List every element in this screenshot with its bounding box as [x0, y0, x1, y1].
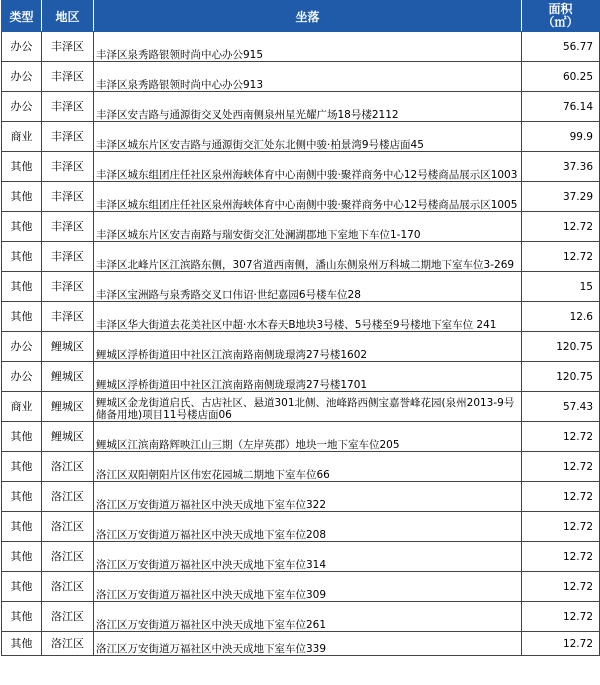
- cell-area: 12.72: [522, 452, 600, 482]
- cell-address: 丰泽区泉秀路银领时尚中心办公913: [94, 62, 522, 92]
- cell-district: 丰泽区: [42, 32, 94, 62]
- table-row: [2, 602, 600, 632]
- cell-area: 76.14: [522, 92, 600, 122]
- header-area-label: 面积: [548, 2, 573, 16]
- cell-district: 丰泽区: [42, 152, 94, 182]
- cell-district: 鲤城区: [42, 392, 94, 422]
- cell-area: 56.77: [522, 32, 600, 62]
- cell-type: 其他: [2, 422, 42, 452]
- cell-district: 鲤城区: [42, 362, 94, 392]
- cell-district: 丰泽区: [42, 242, 94, 272]
- cell-area: 60.25: [522, 62, 600, 92]
- cell-area: 12.72: [522, 242, 600, 272]
- cell-area: 12.72: [522, 422, 600, 452]
- cell-district: 丰泽区: [42, 302, 94, 332]
- cell-area: 37.29: [522, 182, 600, 212]
- table-row: [2, 272, 600, 302]
- table-row: [2, 62, 600, 92]
- cell-area: 12.72: [522, 602, 600, 632]
- cell-district: 丰泽区: [42, 212, 94, 242]
- table-row: [2, 122, 600, 152]
- cell-type: 其他: [2, 452, 42, 482]
- cell-type: 其他: [2, 602, 42, 632]
- table-row: [2, 362, 600, 392]
- cell-area: 12.72: [522, 542, 600, 572]
- cell-address: 丰泽区城东组团庄任社区泉州海峡体育中心南侧中骏·聚祥商务中心12号楼商品展示区1005: [94, 182, 522, 212]
- cell-district: 鲤城区: [42, 422, 94, 452]
- cell-address: 洛江区万安街道万福社区中泱天成地下室车位339: [94, 632, 522, 656]
- table-row: [2, 332, 600, 362]
- header-type: 类型: [2, 1, 42, 32]
- table-row: [2, 542, 600, 572]
- table-row: [2, 182, 600, 212]
- cell-type: 其他: [2, 572, 42, 602]
- table-row: [2, 212, 600, 242]
- cell-address: 鲤城区浮桥街道田中社区江滨南路南侧珑璟湾27号楼1701: [94, 362, 522, 392]
- cell-address: 洛江区万安街道万福社区中泱天成地下室车位261: [94, 602, 522, 632]
- table-row: [2, 422, 600, 452]
- cell-area: 12.72: [522, 482, 600, 512]
- table-row: [2, 32, 600, 62]
- cell-type: 其他: [2, 632, 42, 656]
- cell-area: 12.72: [522, 572, 600, 602]
- cell-type: 其他: [2, 512, 42, 542]
- cell-type: 办公: [2, 92, 42, 122]
- table-row: [2, 152, 600, 182]
- table-row: [2, 482, 600, 512]
- cell-area: 99.9: [522, 122, 600, 152]
- cell-area: 12.72: [522, 212, 600, 242]
- header-row: [2, 1, 600, 32]
- cell-type: 其他: [2, 182, 42, 212]
- cell-type: 其他: [2, 482, 42, 512]
- cell-type: 其他: [2, 212, 42, 242]
- cell-area: 12.6: [522, 302, 600, 332]
- cell-address: 丰泽区城东片区安吉路与通源街交汇处东北侧中骏·柏景湾9号楼店面45: [94, 122, 522, 152]
- cell-address: 鲤城区金龙街道启氏、古店社区、悬道301北侧、池峰路西侧宝嘉誉峰花园(泉州2013-9号储备用地)项目11号楼店面06: [94, 392, 522, 422]
- cell-type: 其他: [2, 272, 42, 302]
- cell-type: 商业: [2, 392, 42, 422]
- cell-type: 办公: [2, 332, 42, 362]
- cell-district: 丰泽区: [42, 62, 94, 92]
- cell-district: 鲤城区: [42, 332, 94, 362]
- cell-area: 37.36: [522, 152, 600, 182]
- cell-type: 办公: [2, 32, 42, 62]
- cell-type: 其他: [2, 302, 42, 332]
- table-row: [2, 242, 600, 272]
- cell-district: 丰泽区: [42, 92, 94, 122]
- table-row: [2, 632, 600, 656]
- header-address: 坐落: [94, 1, 522, 32]
- cell-address: 洛江区万安街道万福社区中泱天成地下室车位314: [94, 542, 522, 572]
- cell-district: 丰泽区: [42, 182, 94, 212]
- cell-district: 洛江区: [42, 482, 94, 512]
- cell-district: 丰泽区: [42, 122, 94, 152]
- cell-address: 丰泽区宝洲路与泉秀路交叉口伟诏·世纪嘉园6号楼车位28: [94, 272, 522, 302]
- cell-address: 丰泽区华大街道去花美社区中超·水木春天B地块3号楼、5号楼至9号楼地下室车位 241: [94, 302, 522, 332]
- header-district: 地区: [42, 1, 94, 32]
- cell-address: 丰泽区安吉路与通源街交叉处西南侧泉州星光耀广场18号楼2112: [94, 92, 522, 122]
- table-row: [2, 92, 600, 122]
- cell-area: 12.72: [522, 632, 600, 656]
- cell-address: 丰泽区北峰片区江滨路东侧，307省道西南侧，潘山东侧泉州万科城二期地下室车位3-269: [94, 242, 522, 272]
- cell-address: 丰泽区泉秀路银领时尚中心办公915: [94, 32, 522, 62]
- cell-type: 其他: [2, 152, 42, 182]
- cell-area: 120.75: [522, 332, 600, 362]
- cell-area: 120.75: [522, 362, 600, 392]
- cell-address: 洛江区万安街道万福社区中泱天成地下室车位208: [94, 512, 522, 542]
- header-area: [522, 1, 600, 32]
- cell-district: 洛江区: [42, 452, 94, 482]
- cell-area: 12.72: [522, 512, 600, 542]
- cell-type: 其他: [2, 242, 42, 272]
- table-row: [2, 452, 600, 482]
- property-table: [1, 0, 600, 656]
- cell-district: 丰泽区: [42, 272, 94, 302]
- cell-address: 鲤城区江滨南路辉映江山三期（左岸英郡）地块一地下室车位205: [94, 422, 522, 452]
- cell-area: 57.43: [522, 392, 600, 422]
- cell-address: 洛江区万安街道万福社区中泱天成地下室车位309: [94, 572, 522, 602]
- table-row: [2, 392, 600, 422]
- cell-district: 洛江区: [42, 512, 94, 542]
- cell-address: 鲤城区浮桥街道田中社区江滨南路南侧珑璟湾27号楼1602: [94, 332, 522, 362]
- cell-area: 15: [522, 272, 600, 302]
- cell-district: 洛江区: [42, 632, 94, 656]
- cell-district: 洛江区: [42, 542, 94, 572]
- table-row: [2, 572, 600, 602]
- cell-address: 洛江区双阳朝阳片区伟宏花园城二期地下室车位66: [94, 452, 522, 482]
- table-row: [2, 302, 600, 332]
- cell-address: 洛江区万安街道万福社区中泱天成地下室车位322: [94, 482, 522, 512]
- cell-district: 洛江区: [42, 602, 94, 632]
- table-row: [2, 512, 600, 542]
- cell-address: 丰泽区城东片区安吉南路与瑞安街交汇处澜湖郡地下室地下车位1-170: [94, 212, 522, 242]
- cell-address: 丰泽区城东组团庄任社区泉州海峡体育中心南侧中骏·聚祥商务中心12号楼商品展示区1003: [94, 152, 522, 182]
- cell-type: 其他: [2, 542, 42, 572]
- cell-type: 办公: [2, 362, 42, 392]
- header-area-unit: （㎡）: [542, 15, 579, 29]
- cell-district: 洛江区: [42, 572, 94, 602]
- cell-type: 商业: [2, 122, 42, 152]
- cell-type: 办公: [2, 62, 42, 92]
